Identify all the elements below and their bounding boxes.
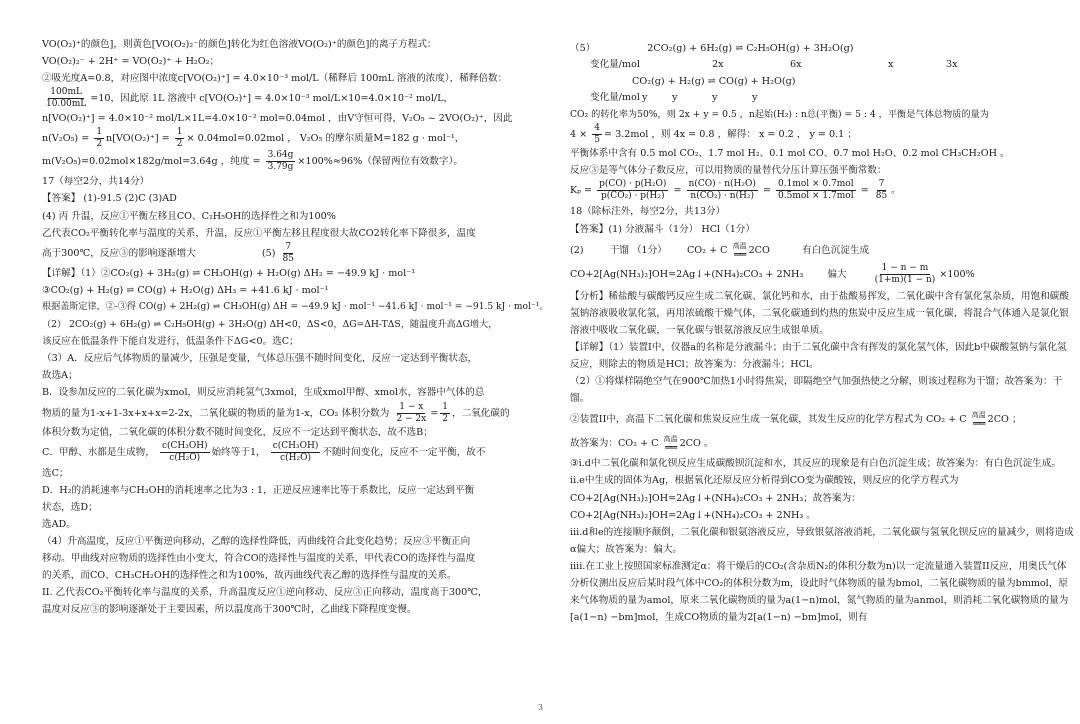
change-row: 变化量/mol y y y y [590, 92, 758, 104]
question-header: 17（每空2分，共14分） [42, 176, 150, 188]
equation-line: 故答案为：CO₂ + C 高温 ══ 2CO 。 [570, 435, 714, 455]
moles-line: n(V₂O₅) = $\frac{1}{2}$ n[VO(O₂)⁺] = $\frac{1}{2}$ × 0.04mol=0.02mol ， V₂O₅ 的摩尔质量M=182 g · mol⁻¹， [42, 127, 465, 150]
text-line: II. 乙代表CO₂平衡转化率与温度的关系，升高温度反应①逆向移动、反应③正向移动，温度高于300℃， [42, 587, 488, 599]
text-line: VO(O₂)⁺的颜色]，则黄色[VO(O₂)₂⁻的颜色]转化为红色溶液VO(O₂)⁺的颜色]的离子方程式： [42, 39, 437, 50]
kp-fraction: $\frac{\text{n(CO) · n(H₂O)}}{\text{n(CO₂) · n(H₂)}}$ [688, 179, 756, 202]
text-line: 的关系，而CO、CH₃CH₂OH的选择性之和为100%，故丙曲线代表乙醇的选择性与温度的关系。 [42, 570, 457, 582]
answer-line: 高于300℃，反应③的影响逐渐增大 (5) $\frac{7}{85}$ [42, 241, 294, 264]
ratio-fraction: $\frac{4}{5}$ [594, 123, 600, 146]
analysis-paragraph: 【分析】稀盐酸与碳酸钙反应生成二氧化碳、氯化钙和水，由于盐酸易挥发，二氧化碳中含有氯化氢杂质，用饱和碳酸氢钠溶液吸收氯化氢，再用浓硫酸干燥气体，二氧化碳通到灼热的焦炭中反应生成一氧化碳，将混合气体通入是氯化银溶液中吸收二氧化碳，一氧化碳与银氨溶液反应生成银单质。 [570, 290, 1069, 336]
alpha-fraction: $\frac{1 - n - m}{(1+m)(1 - n)}$ [874, 262, 936, 285]
answer-line: (2) 干馏 （1分） CO₂ + C 高温 ══ 2CO 有白色沉淀生成 [570, 241, 870, 261]
kp-fraction: $\frac{7}{85}$ [875, 179, 888, 202]
half-fraction: $\frac{1}{2}$ [96, 127, 103, 150]
explanation-paragraph: iii.d和e的连接顺序颠倒，二氧化碳和银氨溶液反应，导致银氨溶液消耗，二氧化碳与氢氧化钡反应的量减少，则将造成α偏大；故答案为：偏大。 [570, 526, 1074, 555]
reaction-equation: CO₂(g) + H₂(g) ⇌ CO(g) + H₂O(g) [632, 76, 796, 88]
explanation-paragraph: 【详解】（1）装置I中，仪器a的名称是分液漏斗；由于二氧化碳中含有挥发的氯化氢气体，因此b中碳酸氢钠与氯化氢反应，则除去的物质是HCl；故答案为：分液漏斗；HCl。 [570, 341, 1067, 371]
left-column [42, 36, 548, 618]
text-line: 该反应在低温条件下能自发进行，低温条件下ΔG<0。选C； [42, 336, 299, 348]
text-line: 体积分数为定值，二氧化碳的体积分数不随时间变化，反应不一定达到平衡状态，故不选B； [42, 426, 433, 438]
answer-line: 【答案】(1) 分液漏斗（1分） HCl（1分） [570, 223, 755, 235]
ratio-fraction: $\frac{\text{c(CH₃OH)}}{\text{c(H₂O)}}$ [161, 440, 208, 463]
equation-line: CO+2[Ag(NH₃)₂]OH=2Ag↓+(NH₄)₂CO₃ + 2NH₃；故答案为： [570, 492, 861, 504]
text-line: 平衡体系中含有 0.5 mol CO₂、1.7 mol H₂、0.1 mol CO、0.7 mol H₂O、0.2 mol CH₃CH₂OH 。 [570, 148, 1010, 160]
text-line: （4）升高温度，反应①平衡逆向移动，乙醇的选择性降低，丙曲线符合此变化趋势；反应③平衡正向 [42, 535, 471, 547]
volume-fraction: $\frac{1 - x}{2 - 2x}$ [396, 401, 427, 424]
high-temp-arrow: 高温 ══ [971, 411, 986, 431]
text-line: 移动。甲曲线对应物质的选择性由小变大，符合CO的选择性与温度的关系，甲代表CO的选择性与温度 [42, 553, 476, 565]
text-line: 状态，选D； [42, 501, 98, 513]
purity-line: m(V₂O₅)=0.02mol×182g/mol=3.64g ，纯度 = $\frac{3.64g}{3.79g}$ ×100%≈96%（保留两位有效数字）。 [42, 150, 463, 173]
equation-line: （2） 2CO₂(g) + 6H₂(g) ⇌ C₂H₅OH(g) + 3H₂O(g) ΔH<0，ΔS<0，ΔG=ΔH-TΔS，随温度升高ΔG增大， [42, 319, 498, 331]
reaction-equation: （5） 2CO₂(g) + 6H₂(g) ⇌ C₂H₅OH(g) + 3H₂O(g) [570, 43, 854, 54]
text-line: n[VO(O₂)⁺] = 4.0×10⁻² mol/L×1L=4.0×10⁻² mol=0.04mol ，由V守恒可得，V₂O₅ ~ 2VO(O₂)⁺，因此 [42, 113, 513, 125]
text-line: （3）A．反应后气体物质的量减少，压强是变量，气体总压强不随时间变化，反应一定达到平衡状态， [42, 353, 478, 365]
text-line: 反应③是等气体分子数反应，可以用物质的量替代分压计算压强平衡常数： [570, 165, 887, 177]
fraction-line: 物质的量为1-x+1-3x+x+x=2-2x，二氧化碳的物质的量为1-x，CO₂ 体积分数为 $\frac{1 - x}{2 - 2x}$ = $\frac{1}{2}$ ，二氧化碳的 [42, 401, 510, 424]
text-line: 选C； [42, 467, 69, 479]
text-line: 乙代表CO₂平衡转化率与温度的关系，升温，反应①平衡左移且程度很大故CO2转化率下降很多，温度 [42, 227, 476, 239]
high-temp-arrow: 高温 ══ [732, 241, 747, 261]
kp-fraction: $\frac{\text{0.1mol × 0.7mol}}{\text{0.5mol × 1.7mol}}$ [778, 179, 854, 202]
explanation-paragraph: （2）①将煤样隔绝空气在900℃加热1小时得焦炭，即隔绝空气加强热使之分解，则该过程称为干馏；故答案为：干馏。 [570, 376, 1063, 405]
answer-line: 【答案】 (1)-91.5 (2)C (3)AD [42, 193, 177, 205]
text-line: 故选A； [42, 370, 78, 382]
explanation-paragraph: ③i.d中二氧化碳和氯化钡反应生成碳酸钡沉淀和水，其反应的现象是有白色沉淀生成；故答案为：有白色沉淀生成。 [570, 458, 1061, 470]
change-row: 变化量/mol 2x 6x x 3x [590, 59, 958, 71]
half-fraction: $\frac{1}{2}$ [442, 401, 449, 424]
equation-line: 【详解】（1）②CO₂(g) + 3H₂(g) ⇌ CH₃OH(g) + H₂O(g) ΔH₂ = −49.9 kJ · mol⁻¹ [42, 267, 416, 279]
half-fraction: $\frac{1}{2}$ [176, 127, 183, 150]
purity-fraction: $\frac{3.64g}{3.79g}$ [267, 150, 294, 173]
explanation-paragraph: iiii.在工业上按照国家标准测定α：将干燥后的CO₂(含杂质N₂的体积分数为n)以一定流量通入装置II反应，用奥氏气体分析仪测出反应后某时段气体中CO₂的体积分数为m，设此时气体物质的量为bmol，二氧化碳物质的量为bmmol，原来气体物质的量为amol，原来二氧化碳物质的量为a(1−n)mol，氮气物质的量为anmol，则消耗二氧化碳物质的量为[a(1−n) −bm]mol，生成CO物质的量为2[a(1−n) −bm]mol，则有 [570, 560, 1069, 624]
kp-line: Kₚ = $\frac{\text{p(CO) · p(H₂O)}}{\text{p(CO₂) · p(H₂)}}$ = $\frac{\text{n(CO) · n(H₂O)}}{\text{n(CO₂) · n(H₂)}}$ = $\frac{\text{0.1mol × 0.7mol}}{\text{0.5mol × 1.7mol}}$ = $\frac{7}{85}$ 。 [570, 179, 901, 202]
answer-line: (4) 丙 升温，反应①平衡左移且CO、C₂H₅OH的选择性之和为100% [42, 210, 336, 222]
text-line: CO₂ 的转化率为50%，则 2x + y = 0.5 ，n起始(H₂) : n总(平衡) = 5 : 4 ，平衡是气体总物质的量为 [570, 109, 989, 121]
ratio-fraction: $\frac{\text{c(CH₃OH)}}{\text{c(H₂O)}}$ [272, 440, 319, 463]
high-temp-arrow: 高温 ══ [663, 435, 678, 455]
equation-line: ②装置II中，高温下二氧化碳和焦炭反应生成一氧化碳，其发生反应的化学方程式为 CO₂ + C 高温 ══ 2CO ； [570, 411, 1022, 431]
equation-line: 根据盖斯定律，②-③得 CO(g) + 2H₂(g) ⇌ CH₃OH(g) ΔH = −49.9 kJ · mol⁻¹ −41.6 kJ · mol⁻¹ = −91.5 kJ · mol⁻¹。 [42, 301, 548, 312]
answer-fraction: $\frac{7}{85}$ [282, 241, 294, 264]
text-line: ii.e中生成的固体为Ag，根据氧化还原反应分析得到CO变为碳酸铵，则反应的化学方程式为 [570, 475, 959, 487]
right-column [570, 40, 1076, 626]
equation-line: CO+2[Ag(NH₃)₂]OH=2Ag↓+(NH₄)₂CO₃ + 2NH₃ 。 [570, 509, 816, 521]
text-line: ②吸光度A=0.8，对应图中浓度c[VO(O₂)⁺] = 4.0×10⁻³ mol/L（稀释后 100mL 溶液的浓度），稀释倍数： [42, 73, 508, 85]
ionic-equation: VO(O₂)₂⁻ + 2H⁺ = VO(O₂)⁺ + H₂O₂； [42, 56, 220, 68]
dilution-line: $\frac{100mL}{10.00mL}$ =10，因此原 1L 溶液中 c[VO(O₂)⁺] = 4.0×10⁻³ mol/L×10=4.0×10⁻² mol/L， [46, 87, 454, 110]
kp-fraction: $\frac{\text{p(CO) · p(H₂O)}}{\text{p(CO₂) · p(H₂)}}$ [599, 179, 667, 202]
text-line: D．H₂的消耗速率与CH₃OH的消耗速率之比为3 : 1，正逆反应速率比等于系数比，反应一定达到平衡 [42, 484, 475, 496]
text-line: B．设参加反应的二氧化碳为xmol，则反应消耗氢气3xmol，生成xmol甲醇、xmol水，容器中气体的总 [42, 387, 485, 399]
equation-line: ③CO₂(g) + H₂(g) ⇌ CO(g) + H₂O(g) ΔH₃ = +41.6 kJ · mol⁻¹ [42, 284, 329, 296]
answer-line: CO+2[Ag(NH₃)₂]OH=2Ag↓+(NH₄)₂CO₃ + 2NH₃ 偏大 $\frac{1 - n - m}{(1+m)(1 - n)}$ ×100% [570, 262, 975, 285]
solve-line: 4 × $\frac{4}{5}$ = 3.2mol ，则 4x = 0.8 ，解得： x = 0.2 ， y = 0.1 ； [570, 123, 857, 146]
text-line: 温度对反应③的影响逐渐处于主要因素，所以温度高于300℃时，乙曲线下降程度变慢。 [42, 604, 417, 616]
fraction-line: C．甲醇、水都是生成物， $\frac{\text{c(CH₃OH)}}{\text{c(H₂O)}}$ 始终等于1， $\frac{\text{c(CH₃OH)}}{\text{c(H₂O)}}$ 不随时间变化，反应不一定平衡，故不 [42, 440, 486, 463]
dilution-fraction: $\frac{100mL}{10.00mL}$ [46, 87, 87, 110]
text-line: 选AD。 [42, 518, 76, 530]
page-number: 3 [538, 703, 544, 712]
question-header: 18（除标注外，每空2分，共13分） [570, 206, 726, 218]
